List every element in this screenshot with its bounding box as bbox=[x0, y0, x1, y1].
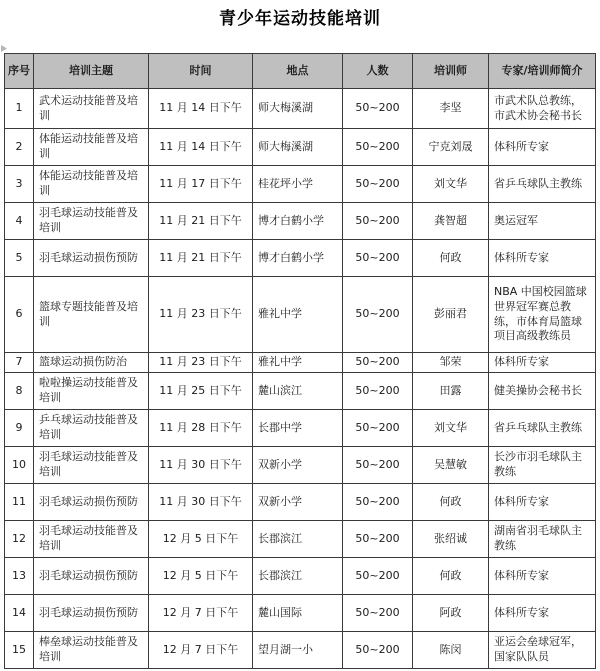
cell-number: 15 bbox=[5, 632, 34, 669]
cell-place: 雅礼中学 bbox=[253, 353, 343, 373]
cell-number: 1 bbox=[5, 89, 34, 129]
cell-place: 博才白鹤小学 bbox=[253, 240, 343, 277]
cell-trainer: 张绍诚 bbox=[413, 521, 489, 558]
cell-count: 50~200 bbox=[343, 129, 413, 166]
cell-expert-intro: 健美操协会秘书长 bbox=[489, 373, 596, 410]
cell-place: 双新小学 bbox=[253, 484, 343, 521]
cell-place: 望月湖一小 bbox=[253, 632, 343, 669]
cell-trainer: 何政 bbox=[413, 558, 489, 595]
cell-place: 长郡中学 bbox=[253, 410, 343, 447]
cell-expert-intro: 市武术队总教练，市武术协会秘书长 bbox=[489, 89, 596, 129]
table-row bbox=[5, 277, 596, 353]
cell-topic: 羽毛球运动损伤预防 bbox=[34, 595, 149, 632]
cell-time: 11 月 28 日下午 bbox=[149, 410, 253, 447]
cell-count: 50~200 bbox=[343, 447, 413, 484]
cell-topic: 体能运动技能普及培训 bbox=[34, 129, 149, 166]
cell-count: 50~200 bbox=[343, 89, 413, 129]
cell-trainer: 李坚 bbox=[413, 89, 489, 129]
cell-number: 13 bbox=[5, 558, 34, 595]
cell-count: 50~200 bbox=[343, 410, 413, 447]
cell-time: 12 月 5 日下午 bbox=[149, 558, 253, 595]
cell-count: 50~200 bbox=[343, 166, 413, 203]
cell-trainer: 田露 bbox=[413, 373, 489, 410]
cell-place: 博才白鹤小学 bbox=[253, 203, 343, 240]
cell-topic: 羽毛球运动技能普及培训 bbox=[34, 447, 149, 484]
table-row bbox=[5, 240, 596, 277]
header-row bbox=[5, 54, 596, 89]
cell-place: 双新小学 bbox=[253, 447, 343, 484]
cell-expert-intro: 体科所专家 bbox=[489, 558, 596, 595]
col-header-place: 地点 bbox=[253, 54, 343, 89]
cell-topic: 武术运动技能普及培训 bbox=[34, 89, 149, 129]
cell-topic: 体能运动技能普及培训 bbox=[34, 166, 149, 203]
cell-topic: 羽毛球运动技能普及培训 bbox=[34, 521, 149, 558]
table-row bbox=[5, 632, 596, 669]
cell-trainer: 刘文华 bbox=[413, 166, 489, 203]
cell-expert-intro: 亚运会垒球冠军，国家队队员 bbox=[489, 632, 596, 669]
cell-topic: 篮球运动损伤防治 bbox=[34, 353, 149, 373]
col-header-number: 序号 bbox=[5, 54, 34, 89]
cell-time: 11 月 30 日下午 bbox=[149, 484, 253, 521]
cell-expert-intro: 湖南省羽毛球队主教练 bbox=[489, 521, 596, 558]
training-schedule-table bbox=[4, 53, 596, 669]
cell-trainer: 吴慧敏 bbox=[413, 447, 489, 484]
cell-topic: 棒垒球运动技能普及培训 bbox=[34, 632, 149, 669]
cell-count: 50~200 bbox=[343, 595, 413, 632]
cell-trainer: 刘文华 bbox=[413, 410, 489, 447]
table-body bbox=[5, 89, 596, 669]
table-row bbox=[5, 521, 596, 558]
cell-time: 11 月 23 日下午 bbox=[149, 353, 253, 373]
cell-number: 10 bbox=[5, 447, 34, 484]
cell-topic: 羽毛球运动技能普及培训 bbox=[34, 203, 149, 240]
cell-count: 50~200 bbox=[343, 484, 413, 521]
cell-time: 11 月 21 日下午 bbox=[149, 203, 253, 240]
cell-count: 50~200 bbox=[343, 558, 413, 595]
table-row bbox=[5, 129, 596, 166]
cell-count: 50~200 bbox=[343, 632, 413, 669]
cell-topic: 啦啦操运动技能普及培训 bbox=[34, 373, 149, 410]
cell-number: 9 bbox=[5, 410, 34, 447]
cell-place: 师大梅溪湖 bbox=[253, 129, 343, 166]
table-row bbox=[5, 410, 596, 447]
cell-count: 50~200 bbox=[343, 353, 413, 373]
cell-expert-intro: 省乒乓球队主教练 bbox=[489, 166, 596, 203]
col-header-expert-intro: 专家/培训师简介 bbox=[489, 54, 596, 89]
cell-time: 11 月 14 日下午 bbox=[149, 129, 253, 166]
cell-time: 11 月 25 日下午 bbox=[149, 373, 253, 410]
cell-topic: 羽毛球运动损伤预防 bbox=[34, 240, 149, 277]
cell-place: 长郡滨江 bbox=[253, 521, 343, 558]
cell-expert-intro: 体科所专家 bbox=[489, 129, 596, 166]
cell-trainer: 何政 bbox=[413, 484, 489, 521]
cell-number: 4 bbox=[5, 203, 34, 240]
table-row bbox=[5, 558, 596, 595]
cell-count: 50~200 bbox=[343, 240, 413, 277]
table-row bbox=[5, 89, 596, 129]
cell-time: 12 月 7 日下午 bbox=[149, 632, 253, 669]
cell-trainer: 陈闵 bbox=[413, 632, 489, 669]
cell-count: 50~200 bbox=[343, 521, 413, 558]
cell-expert-intro: 体科所专家 bbox=[489, 353, 596, 373]
table-row bbox=[5, 166, 596, 203]
cell-time: 11 月 21 日下午 bbox=[149, 240, 253, 277]
cell-time: 11 月 17 日下午 bbox=[149, 166, 253, 203]
cell-place: 长郡滨江 bbox=[253, 558, 343, 595]
cell-topic: 篮球专题技能普及培训 bbox=[34, 277, 149, 353]
cell-time: 12 月 7 日下午 bbox=[149, 595, 253, 632]
cell-number: 5 bbox=[5, 240, 34, 277]
cell-time: 12 月 5 日下午 bbox=[149, 521, 253, 558]
table-row bbox=[5, 353, 596, 373]
table-row bbox=[5, 447, 596, 484]
cell-trainer: 彭丽君 bbox=[413, 277, 489, 353]
table-row bbox=[5, 203, 596, 240]
cell-time: 11 月 23 日下午 bbox=[149, 277, 253, 353]
cell-number: 3 bbox=[5, 166, 34, 203]
cell-number: 12 bbox=[5, 521, 34, 558]
cell-expert-intro: 奥运冠军 bbox=[489, 203, 596, 240]
cell-topic: 乒乓球运动技能普及培训 bbox=[34, 410, 149, 447]
cell-number: 2 bbox=[5, 129, 34, 166]
cell-place: 麓山国际 bbox=[253, 595, 343, 632]
table-row bbox=[5, 595, 596, 632]
cell-number: 11 bbox=[5, 484, 34, 521]
table-row bbox=[5, 484, 596, 521]
cell-topic: 羽毛球运动损伤预防 bbox=[34, 484, 149, 521]
cell-place: 雅礼中学 bbox=[253, 277, 343, 353]
cell-trainer: 何政 bbox=[413, 240, 489, 277]
cell-expert-intro: NBA 中国校园篮球世界冠军赛总教练，市体育局篮球项目高级教练员 bbox=[489, 277, 596, 353]
page-title: 青少年运动技能培训 bbox=[219, 9, 381, 29]
cell-expert-intro: 体科所专家 bbox=[489, 595, 596, 632]
cell-count: 50~200 bbox=[343, 373, 413, 410]
cell-number: 14 bbox=[5, 595, 34, 632]
cell-expert-intro: 长沙市羽毛球队主教练 bbox=[489, 447, 596, 484]
cell-trainer: 龚智超 bbox=[413, 203, 489, 240]
cell-number: 7 bbox=[5, 353, 34, 373]
cell-count: 50~200 bbox=[343, 277, 413, 353]
cell-place: 师大梅溪湖 bbox=[253, 89, 343, 129]
cell-time: 11 月 30 日下午 bbox=[149, 447, 253, 484]
cell-place: 桂花坪小学 bbox=[253, 166, 343, 203]
cell-trainer: 宁克刘晟 bbox=[413, 129, 489, 166]
cell-expert-intro: 省乒乓球队主教练 bbox=[489, 410, 596, 447]
col-header-time: 时间 bbox=[149, 54, 253, 89]
cell-number: 8 bbox=[5, 373, 34, 410]
table-row bbox=[5, 373, 596, 410]
margin-mark bbox=[1, 45, 7, 52]
cell-count: 50~200 bbox=[343, 203, 413, 240]
col-header-topic: 培训主题 bbox=[34, 54, 149, 89]
col-header-count: 人数 bbox=[343, 54, 413, 89]
cell-trainer: 阿政 bbox=[413, 595, 489, 632]
cell-expert-intro: 体科所专家 bbox=[489, 240, 596, 277]
col-header-trainer: 培训师 bbox=[413, 54, 489, 89]
table-header bbox=[5, 54, 596, 89]
cell-topic: 羽毛球运动损伤预防 bbox=[34, 558, 149, 595]
cell-place: 麓山滨江 bbox=[253, 373, 343, 410]
cell-time: 11 月 14 日下午 bbox=[149, 89, 253, 129]
cell-number: 6 bbox=[5, 277, 34, 353]
cell-expert-intro: 体科所专家 bbox=[489, 484, 596, 521]
cell-trainer: 邹荣 bbox=[413, 353, 489, 373]
